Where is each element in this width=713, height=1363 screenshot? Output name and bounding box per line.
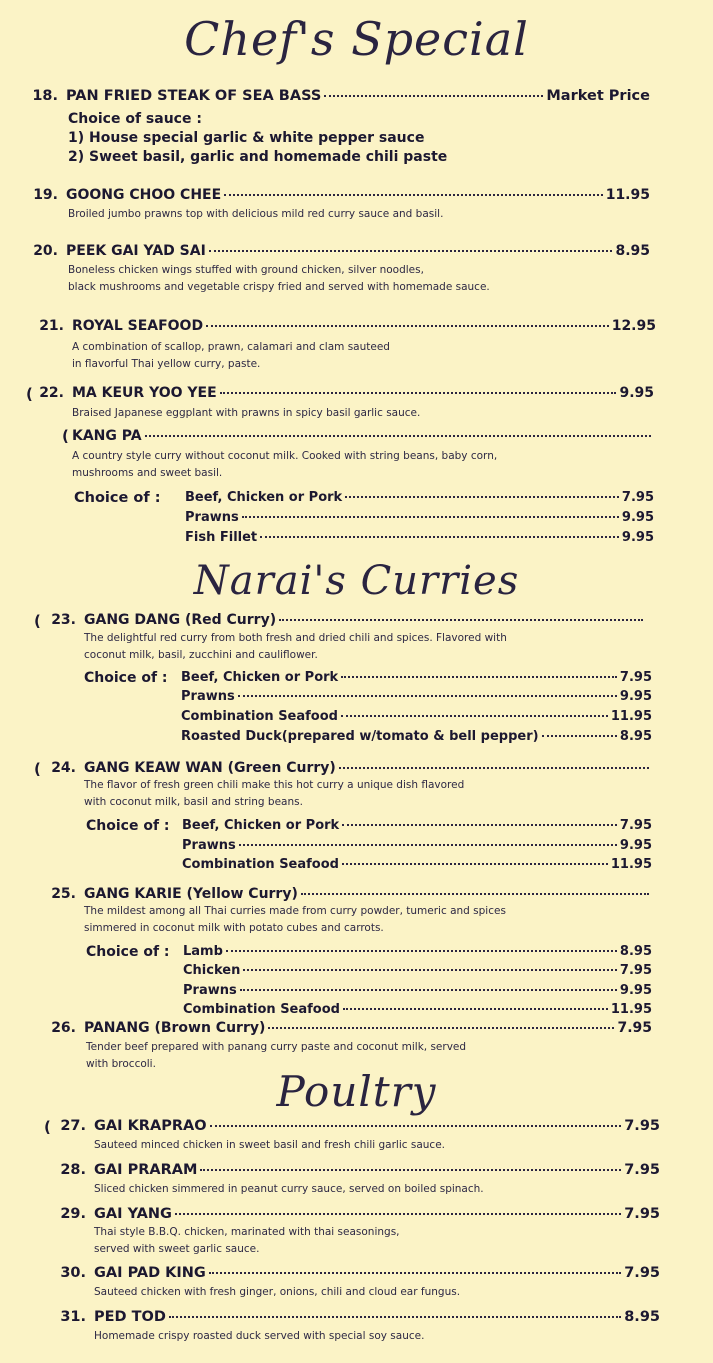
choice-option bbox=[185, 490, 654, 505]
item-price: 11.95 bbox=[605, 187, 650, 203]
item-name: GANG KARIE (Yellow Curry) bbox=[84, 886, 298, 902]
item-description: Tender beef prepared with panang curry paste and coconut milk, served bbox=[86, 1041, 467, 1053]
item-number: 27. bbox=[60, 1118, 86, 1134]
leader-dots bbox=[260, 536, 619, 538]
choice-label: Choice of : bbox=[86, 818, 170, 834]
item-name: GAI PAD KING bbox=[94, 1265, 206, 1281]
option-price: 11.95 bbox=[610, 1002, 652, 1017]
item-number: 29. bbox=[60, 1206, 86, 1222]
item-name: GAI PRARAM bbox=[94, 1162, 198, 1178]
item-description: served with sweet garlic sauce. bbox=[94, 1243, 260, 1255]
sauce-heading: Choice of sauce : bbox=[68, 111, 202, 127]
option-price: 8.95 bbox=[619, 729, 652, 744]
item-description: coconut milk, basil, zucchini and cauliflower. bbox=[84, 649, 318, 661]
item-price: 7.95 bbox=[624, 1118, 660, 1134]
option-price: 7.95 bbox=[619, 963, 652, 978]
item-name: PAN FRIED STEAK OF SEA BASS bbox=[66, 88, 322, 104]
leader-dots bbox=[324, 95, 543, 97]
choice-option bbox=[185, 530, 654, 545]
leader-dots bbox=[145, 435, 651, 437]
option-price: 7.95 bbox=[621, 490, 654, 505]
item-name: PED TOD bbox=[94, 1309, 166, 1325]
leader-dots bbox=[240, 989, 617, 991]
spicy-mark-icon: ( bbox=[34, 612, 41, 630]
item-description: Boneless chicken wings stuffed with ground chicken, silver noodles, bbox=[68, 264, 424, 276]
item-number: 20. bbox=[33, 243, 58, 259]
leader-dots bbox=[341, 715, 608, 717]
item-name: GAI YANG bbox=[94, 1206, 172, 1222]
leader-dots bbox=[279, 619, 643, 621]
choice-option bbox=[183, 983, 652, 998]
leader-dots bbox=[206, 325, 609, 327]
option-name: Combination Seafood bbox=[182, 857, 339, 872]
choice-option bbox=[185, 510, 654, 525]
choice-label: Choice of : bbox=[84, 670, 168, 686]
option-price: 7.95 bbox=[619, 670, 652, 685]
item-number: 23. bbox=[51, 612, 76, 628]
section-title-curries: Narai's Curries bbox=[193, 558, 520, 604]
menu-item-21 bbox=[30, 318, 656, 334]
leader-dots bbox=[175, 1213, 621, 1215]
item-price: 7.95 bbox=[624, 1162, 660, 1178]
leader-dots bbox=[169, 1316, 621, 1318]
option-price: 9.95 bbox=[619, 689, 652, 704]
item-description: Thai style B.B.Q. chicken, marinated with thai seasonings, bbox=[94, 1226, 400, 1238]
item-number: 18. bbox=[32, 88, 58, 104]
option-name: Beef, Chicken or Pork bbox=[182, 818, 340, 833]
option-name: Prawns bbox=[182, 838, 236, 853]
option-name: Roasted Duck(prepared w/tomato & bell pepper) bbox=[181, 729, 539, 744]
option-price: 7.95 bbox=[619, 818, 652, 833]
option-name: Fish Fillet bbox=[185, 530, 258, 545]
item-description: The flavor of fresh green chili make this hot curry a unique dish flavored bbox=[84, 779, 465, 791]
item-name: PANANG (Brown Curry) bbox=[84, 1020, 266, 1036]
item-number: 26. bbox=[51, 1020, 76, 1036]
item-description: mushrooms and sweet basil. bbox=[72, 467, 223, 479]
leader-dots bbox=[243, 969, 617, 971]
item-description: black mushrooms and vegetable crispy fried and served with homemade sauce. bbox=[68, 281, 490, 293]
item-name: GANG KEAW WAN (Green Curry) bbox=[84, 760, 336, 776]
item-name: PEEK GAI YAD SAI bbox=[66, 243, 206, 259]
choice-option bbox=[183, 963, 652, 978]
item-description: with coconut milk, basil and string beans. bbox=[84, 796, 303, 808]
option-name: Prawns bbox=[185, 510, 239, 525]
menu-item-30 bbox=[46, 1265, 660, 1281]
item-description: The mildest among all Thai curries made from curry powder, tumeric and spices bbox=[84, 905, 506, 917]
menu-item-28 bbox=[46, 1162, 660, 1178]
item-description: A combination of scallop, prawn, calamari and clam sauteed bbox=[72, 341, 390, 353]
section-title-chefs-special: Chef's Special bbox=[184, 12, 529, 66]
spicy-mark-icon: ( bbox=[34, 760, 41, 778]
leader-dots bbox=[341, 676, 617, 678]
item-price: 7.95 bbox=[617, 1020, 652, 1036]
option-price: 9.95 bbox=[621, 530, 654, 545]
item-price: Market Price bbox=[546, 88, 650, 104]
leader-dots bbox=[242, 516, 619, 518]
item-description: with broccoli. bbox=[86, 1058, 156, 1070]
leader-dots bbox=[220, 392, 617, 394]
spicy-mark-icon: ( bbox=[62, 427, 69, 445]
item-description: Homemade crispy roasted duck served with special soy sauce. bbox=[94, 1330, 425, 1342]
leader-dots bbox=[238, 695, 617, 697]
choice-option bbox=[183, 1002, 652, 1017]
leader-dots bbox=[239, 844, 617, 846]
menu-item-22 bbox=[30, 385, 654, 401]
menu-item-kang-pa bbox=[72, 428, 654, 444]
choice-option bbox=[182, 838, 652, 853]
menu-item-23 bbox=[38, 612, 646, 628]
item-number: 31. bbox=[60, 1309, 86, 1325]
choice-option bbox=[182, 857, 652, 872]
leader-dots bbox=[268, 1027, 614, 1029]
option-price: 11.95 bbox=[610, 857, 652, 872]
item-price: 7.95 bbox=[624, 1206, 660, 1222]
sauce-option: 1) House special garlic & white pepper sauce bbox=[68, 130, 425, 146]
leader-dots bbox=[301, 893, 649, 895]
item-price: 7.95 bbox=[624, 1265, 660, 1281]
leader-dots bbox=[209, 250, 613, 252]
leader-dots bbox=[343, 1008, 608, 1010]
spicy-mark-icon: ( bbox=[26, 385, 33, 403]
choice-option bbox=[181, 689, 652, 704]
item-name: MA KEUR YOO YEE bbox=[72, 385, 217, 401]
option-name: Beef, Chicken or Pork bbox=[181, 670, 339, 685]
menu-item-20 bbox=[30, 243, 650, 259]
option-price: 11.95 bbox=[610, 709, 652, 724]
item-price: 9.95 bbox=[619, 385, 654, 401]
item-description: Braised Japanese eggplant with prawns in spicy basil garlic sauce. bbox=[72, 407, 421, 419]
leader-dots bbox=[209, 1272, 621, 1274]
choice-option bbox=[181, 670, 652, 685]
option-name: Prawns bbox=[181, 689, 235, 704]
item-name: GOONG CHOO CHEE bbox=[66, 187, 222, 203]
leader-dots bbox=[342, 824, 617, 826]
item-number: 19. bbox=[33, 187, 58, 203]
menu-item-29 bbox=[46, 1206, 660, 1222]
menu-item-31 bbox=[46, 1309, 660, 1325]
menu-item-26 bbox=[38, 1020, 652, 1036]
option-price: 8.95 bbox=[619, 944, 652, 959]
item-name: KANG PA bbox=[72, 428, 142, 444]
item-number: 28. bbox=[60, 1162, 86, 1178]
item-description: Sauteed chicken with fresh ginger, onions, chili and cloud ear fungus. bbox=[94, 1286, 461, 1298]
item-number: 25. bbox=[51, 886, 76, 902]
choice-label: Choice of : bbox=[86, 944, 170, 960]
sauce-option: 2) Sweet basil, garlic and homemade chili paste bbox=[68, 149, 448, 165]
option-name: Chicken bbox=[183, 963, 241, 978]
item-price: 8.95 bbox=[624, 1309, 660, 1325]
choice-option bbox=[181, 729, 652, 744]
item-description: A country style curry without coconut milk. Cooked with string beans, baby corn, bbox=[72, 450, 498, 462]
choice-option bbox=[182, 818, 652, 833]
item-number: 21. bbox=[39, 318, 64, 334]
leader-dots bbox=[226, 950, 617, 952]
item-price: 12.95 bbox=[611, 318, 656, 334]
item-number: 30. bbox=[60, 1265, 86, 1281]
option-name: Combination Seafood bbox=[183, 1002, 340, 1017]
leader-dots bbox=[342, 863, 608, 865]
menu-item-24 bbox=[38, 760, 652, 776]
choice-option bbox=[181, 709, 652, 724]
item-name: GANG DANG (Red Curry) bbox=[84, 612, 277, 628]
menu-item-25 bbox=[38, 886, 652, 902]
option-name: Lamb bbox=[183, 944, 223, 959]
choice-label: Choice of : bbox=[74, 490, 161, 506]
item-description: in flavorful Thai yellow curry, paste. bbox=[72, 358, 261, 370]
item-name: GAI KRAPRAO bbox=[94, 1118, 207, 1134]
spicy-mark-icon: ( bbox=[44, 1118, 51, 1136]
leader-dots bbox=[542, 735, 617, 737]
menu-item-19 bbox=[30, 187, 650, 203]
option-price: 9.95 bbox=[619, 983, 652, 998]
option-name: Beef, Chicken or Pork bbox=[185, 490, 343, 505]
item-description: The delightful red curry from both fresh and dried chili and spices. Flavored with bbox=[84, 632, 507, 644]
option-name: Combination Seafood bbox=[181, 709, 338, 724]
item-description: Sauteed minced chicken in sweet basil and fresh chili garlic sauce. bbox=[94, 1139, 445, 1151]
item-price: 8.95 bbox=[615, 243, 650, 259]
item-description: simmered in coconut milk with potato cubes and carrots. bbox=[84, 922, 384, 934]
leader-dots bbox=[224, 194, 603, 196]
item-number: 24. bbox=[51, 760, 76, 776]
section-title-poultry: Poultry bbox=[276, 1067, 437, 1116]
option-price: 9.95 bbox=[621, 510, 654, 525]
leader-dots bbox=[210, 1125, 622, 1127]
option-name: Prawns bbox=[183, 983, 237, 998]
leader-dots bbox=[339, 767, 649, 769]
item-number: 22. bbox=[39, 385, 64, 401]
option-price: 9.95 bbox=[619, 838, 652, 853]
choice-option bbox=[183, 944, 652, 959]
leader-dots bbox=[345, 496, 619, 498]
item-description: Sliced chicken simmered in peanut curry sauce, served on boiled spinach. bbox=[94, 1183, 484, 1195]
menu-item-18 bbox=[30, 88, 650, 104]
menu-item-27 bbox=[46, 1118, 660, 1134]
item-description: Broiled jumbo prawns top with delicious mild red curry sauce and basil. bbox=[68, 208, 444, 220]
item-name: ROYAL SEAFOOD bbox=[72, 318, 204, 334]
leader-dots bbox=[200, 1169, 621, 1171]
